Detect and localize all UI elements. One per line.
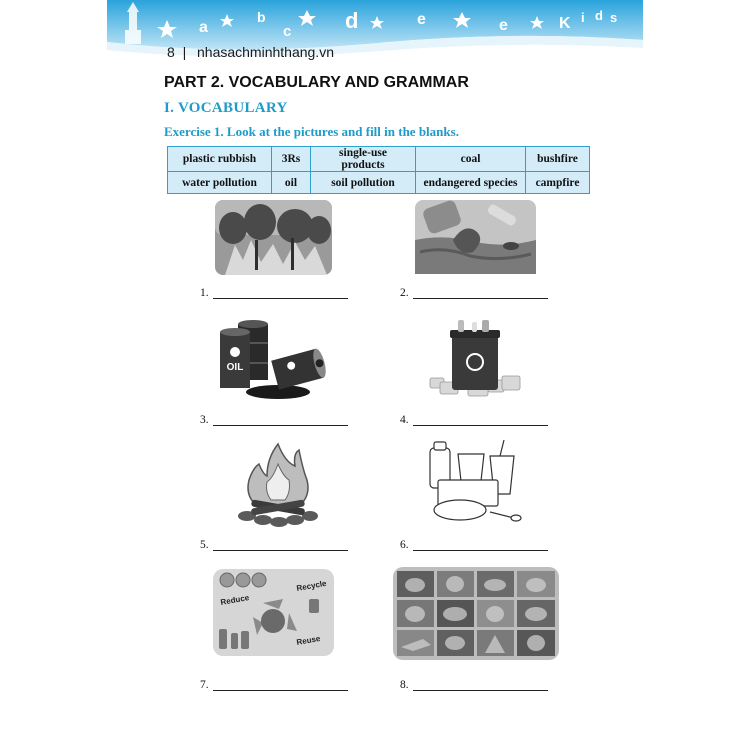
answer-blank-2[interactable]: 2. — [400, 287, 548, 299]
svg-text:a: a — [199, 19, 208, 36]
word-box-cell: 3Rs — [272, 147, 311, 172]
oil-barrels-image — [218, 318, 328, 400]
word-box — [167, 146, 590, 194]
endangered-species-collage-image — [393, 567, 559, 660]
section-title: I. VOCABULARY — [164, 100, 288, 116]
polluted-water-image — [415, 200, 536, 274]
word-box-cell: oil — [272, 172, 311, 194]
word-box-row — [168, 172, 590, 194]
word-box-cell: soil pollution — [311, 172, 416, 194]
answer-blank-5[interactable]: 5. — [200, 539, 348, 551]
word-box-cell: coal — [416, 147, 526, 172]
svg-text:s: s — [610, 10, 618, 25]
svg-text:d: d — [345, 8, 359, 33]
svg-text:K: K — [559, 15, 571, 32]
word-box-row — [168, 147, 590, 172]
answer-blank-3[interactable]: 3. — [200, 414, 348, 426]
plastic-rubbish-bin-image — [428, 320, 524, 400]
answer-blank-8[interactable]: 8. — [400, 679, 548, 691]
answer-blank-6[interactable]: 6. — [400, 539, 548, 551]
page-number: 8 | — [167, 44, 187, 60]
svg-text:OIL: OIL — [226, 362, 244, 373]
word-box-cell: plastic rubbish — [168, 147, 272, 172]
answer-blank-7[interactable]: 7. — [200, 679, 348, 691]
svg-text:Recycle: Recycle — [295, 578, 328, 593]
answer-blank-1[interactable]: 1. — [200, 287, 348, 299]
part-title: PART 2. VOCABULARY AND GRAMMAR — [164, 74, 469, 91]
header-banner — [107, 0, 643, 72]
word-box-cell: water pollution — [168, 172, 272, 194]
word-box-cell: endangered species — [416, 172, 526, 194]
svg-text:e: e — [499, 17, 508, 34]
word-box-cell: campfire — [526, 172, 590, 194]
campfire-image — [237, 440, 319, 528]
site-name: nhasachminhthang.vn — [197, 44, 334, 60]
svg-text:d: d — [595, 8, 603, 23]
svg-text:c: c — [283, 23, 292, 40]
svg-text:Reuse: Reuse — [295, 633, 321, 647]
exercise-title: Exercise 1. Look at the pictures and fill in the blanks. — [164, 124, 459, 139]
svg-text:Reduce: Reduce — [219, 593, 250, 607]
svg-text:i: i — [581, 10, 585, 25]
svg-text:b: b — [257, 9, 266, 25]
word-box-cell: bushfire — [526, 147, 590, 172]
bushfire-forest-image — [215, 200, 332, 275]
3rs-poster-image — [213, 569, 334, 656]
single-use-products-image — [428, 440, 524, 526]
word-box-cell: single-use products — [311, 147, 416, 172]
svg-text:e: e — [417, 11, 426, 28]
answer-blank-4[interactable]: 4. — [400, 414, 548, 426]
